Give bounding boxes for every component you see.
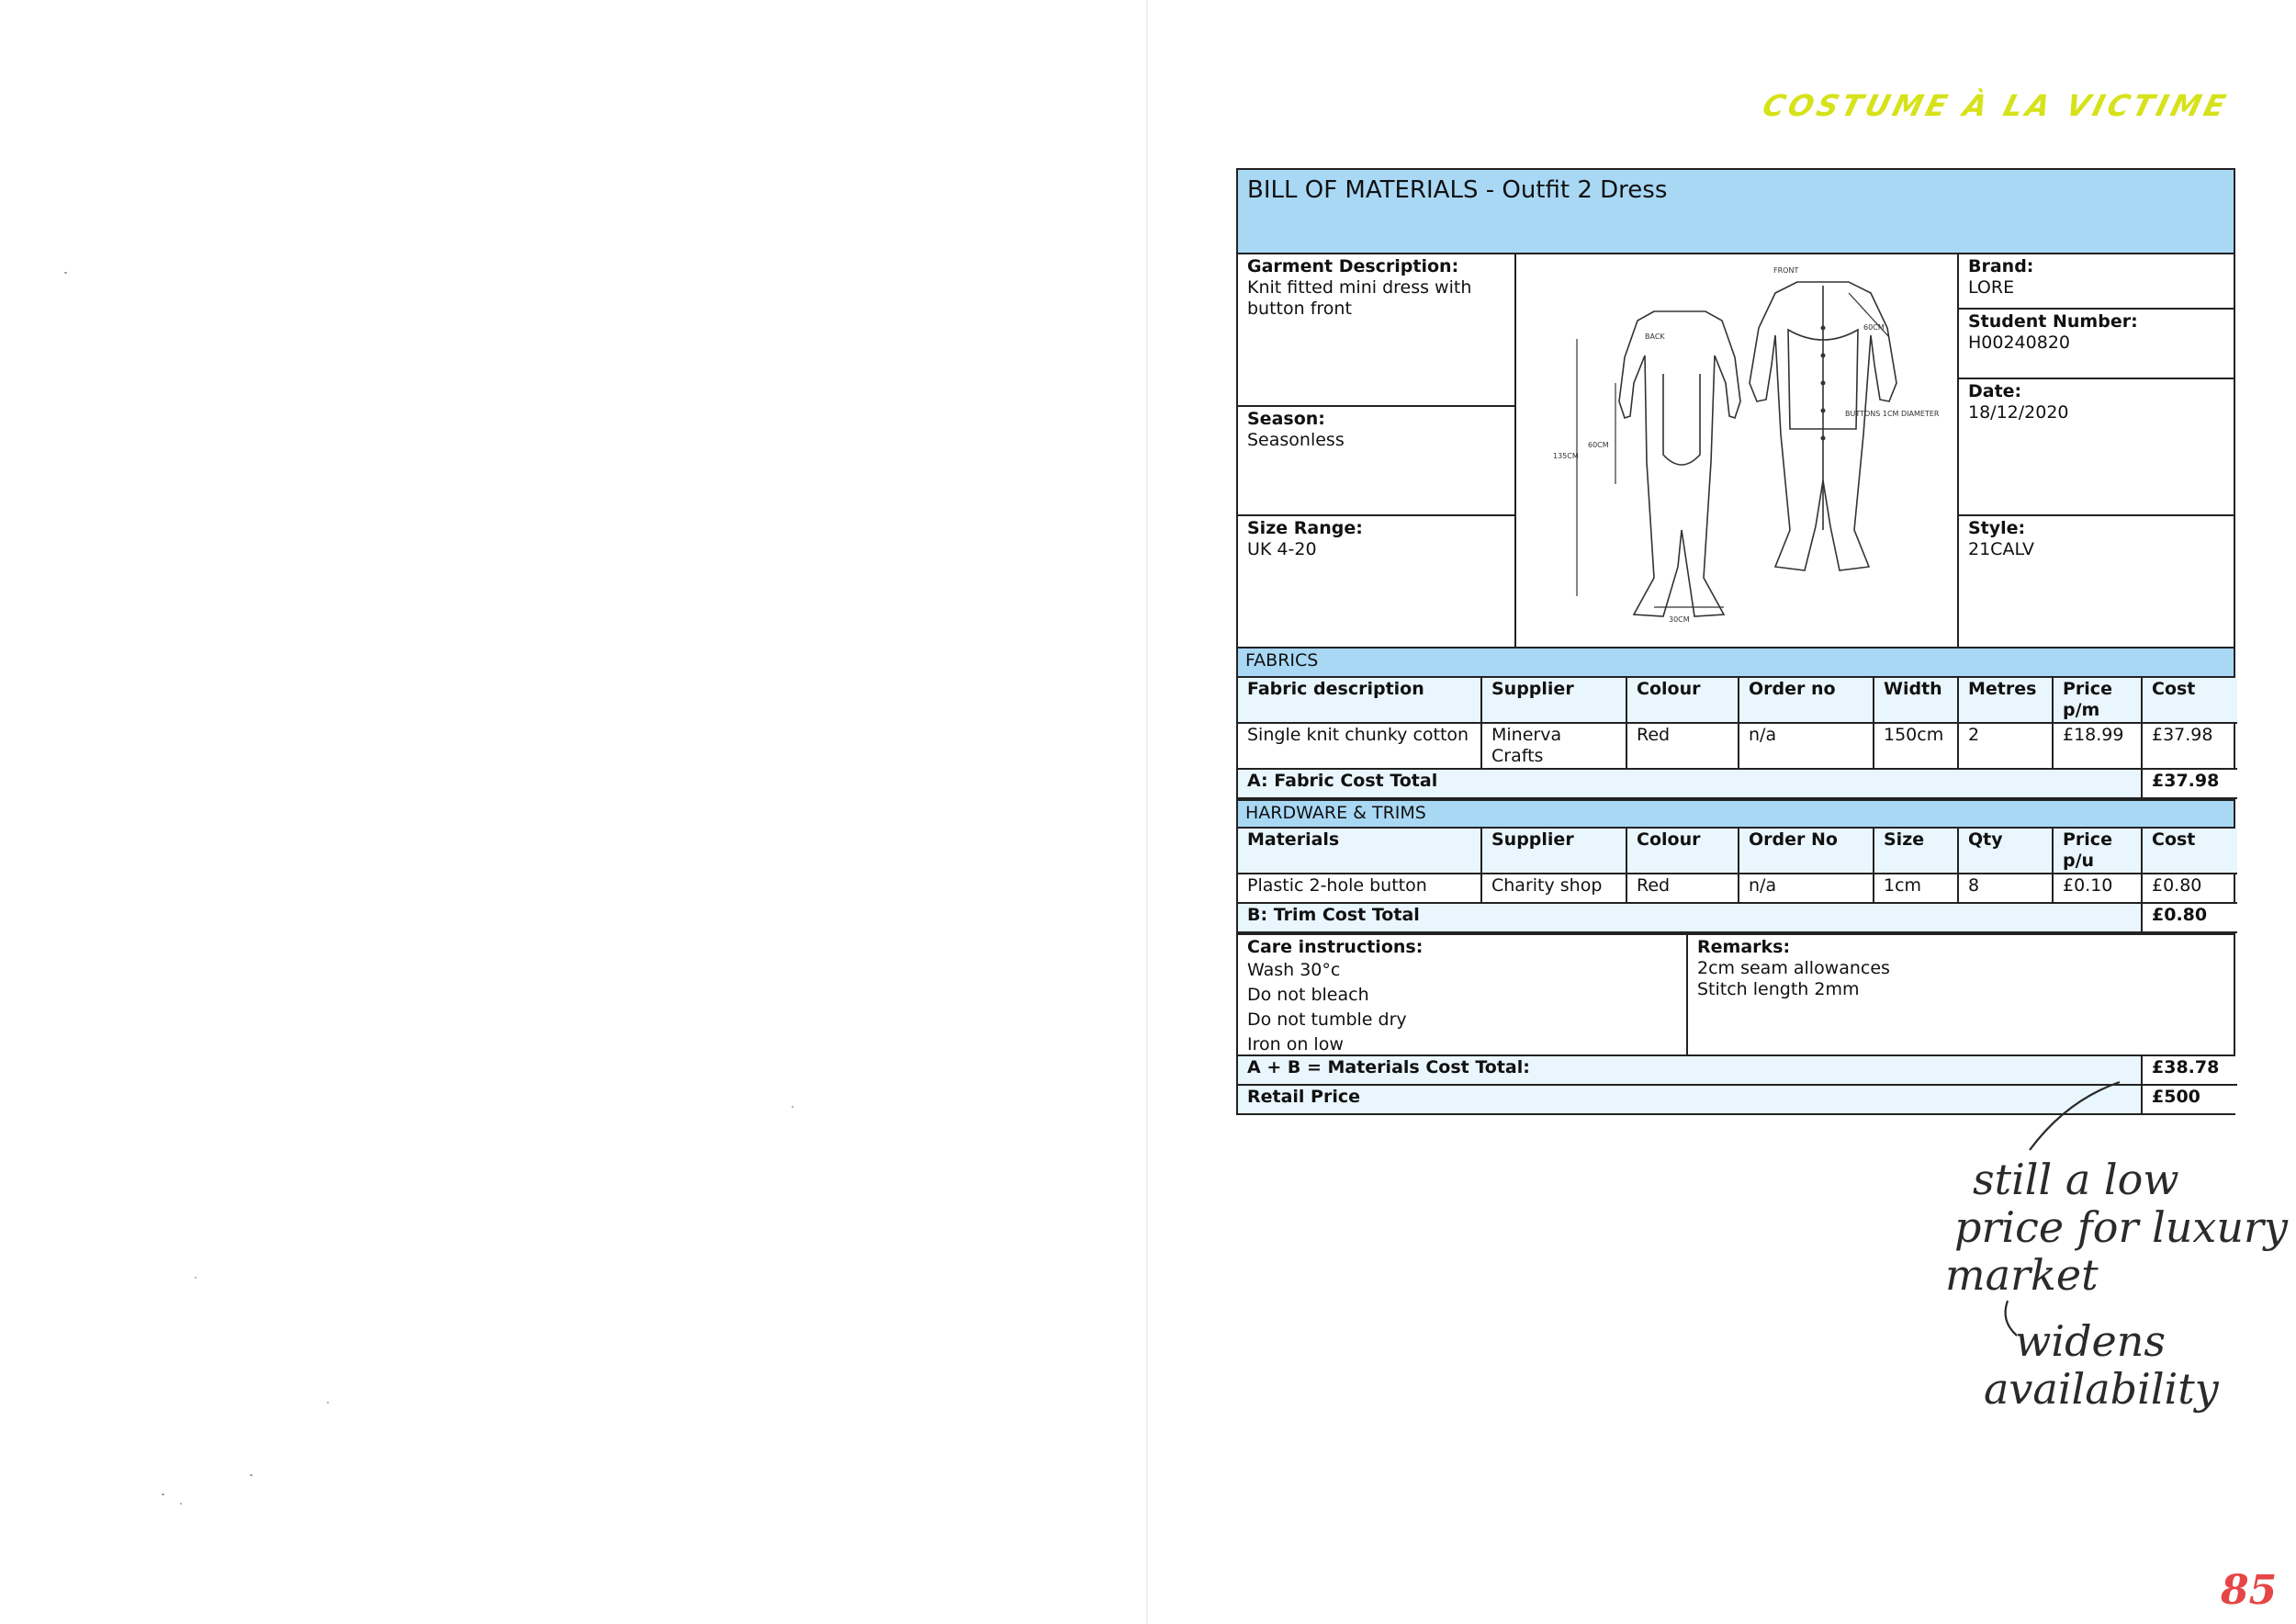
trims-heading (1238, 799, 2234, 829)
trim-total-value: £0.80 (2142, 903, 2237, 932)
garment-info-left (1238, 254, 1516, 647)
annotation-line: still a low (1973, 1155, 2179, 1204)
trim-supplier: Charity shop (1481, 874, 1626, 903)
fabrics-table (1238, 678, 2237, 799)
fabrics-col-description: Fabric description (1238, 678, 1481, 723)
fabrics-header-row (1238, 678, 2237, 723)
table-row (1238, 874, 2237, 903)
page-fold (1146, 0, 1148, 1624)
trims-col-supplier: Supplier (1481, 829, 1626, 874)
style-label: Style: (1968, 518, 2026, 538)
brand-label: Brand: (1968, 256, 2034, 276)
sketch-label-buttons: BUTTONS 1CM DIAMETER (1845, 410, 1940, 418)
fabric-metres: 2 (1958, 723, 2053, 769)
brand-value: LORE (1968, 277, 2015, 298)
trim-total-row (1238, 903, 2237, 932)
season-label: Season: (1247, 409, 1325, 429)
fabrics-col-cost: Cost (2142, 678, 2237, 723)
retail-price-value: £500 (2142, 1085, 2237, 1113)
page-number: 85 (2221, 1567, 2278, 1614)
dress-flat-drawing (1516, 254, 1961, 647)
trim-price: £0.10 (2053, 874, 2142, 903)
button-mark (1821, 326, 1826, 331)
scan-speck (250, 1474, 253, 1476)
size-range-label: Size Range: (1247, 518, 1363, 538)
trims-col-order-no: Order No (1739, 829, 1874, 874)
garment-info-section (1238, 254, 2234, 648)
trims-col-materials: Materials (1238, 829, 1481, 874)
left-blank-page (0, 0, 1146, 1624)
brand-cell (1959, 254, 2234, 310)
remarks-label: Remarks: (1697, 937, 1791, 957)
fabrics-col-price: Price p/m (2053, 678, 2142, 723)
remarks (1688, 935, 2234, 1054)
garment-description-value: Knit fitted mini dress with button front (1247, 277, 1472, 319)
fabric-supplier: Minerva Crafts (1481, 723, 1626, 769)
size-range-cell (1238, 516, 1514, 647)
annotation-line: availability (1984, 1364, 2219, 1414)
fabric-total-value: £37.98 (2142, 769, 2237, 798)
sketch-label-back: BACK (1645, 333, 1665, 341)
trims-col-cost: Cost (2142, 829, 2237, 874)
trims-col-size: Size (1874, 829, 1958, 874)
size-range-value: UK 4-20 (1247, 539, 1317, 559)
bill-of-materials (1236, 168, 2235, 1115)
garment-info-right (1959, 254, 2234, 647)
date-cell (1959, 379, 2234, 516)
date-value: 18/12/2020 (1968, 402, 2069, 423)
sketch-label-hem-width: 30CM (1669, 615, 1690, 624)
season-cell (1238, 407, 1514, 516)
trim-colour: Red (1626, 874, 1739, 903)
scan-speck (180, 1503, 182, 1505)
button-mark (1821, 381, 1826, 386)
care-line: Do not tumble dry (1247, 1009, 1407, 1030)
style-value: 21CALV (1968, 539, 2034, 559)
button-mark (1821, 354, 1826, 358)
table-row (1238, 723, 2237, 769)
button-mark (1821, 409, 1826, 413)
technical-sketch (1516, 254, 1959, 647)
trims-table (1238, 829, 2237, 933)
trim-material: Plastic 2-hole button (1238, 874, 1481, 903)
bom-title: BILL OF MATERIALS - Outfit 2 Dress (1247, 176, 1668, 204)
care-label: Care instructions: (1247, 937, 1424, 957)
student-number-label: Student Number: (1968, 311, 2138, 332)
date-label: Date: (1968, 381, 2022, 401)
student-number-value: H00240820 (1968, 333, 2070, 353)
fabrics-col-width: Width (1874, 678, 1958, 723)
trim-total-label: B: Trim Cost Total (1238, 903, 2142, 932)
garment-description-cell (1238, 254, 1514, 407)
fabrics-col-supplier: Supplier (1481, 678, 1626, 723)
garment-description-label: Garment Description: (1247, 256, 1459, 276)
trim-order-no: n/a (1739, 874, 1874, 903)
scan-speck (162, 1494, 164, 1495)
care-instructions (1238, 935, 1688, 1054)
annotation-line: market (1945, 1250, 2099, 1300)
fabrics-col-order-no: Order no (1739, 678, 1874, 723)
trim-size: 1cm (1874, 874, 1958, 903)
materials-total-label: A + B = Materials Cost Total: (1238, 1056, 2142, 1085)
fabrics-heading-label: FABRICS (1245, 650, 1319, 671)
annotation-arrow-to-price (2030, 1082, 2120, 1150)
fabric-price: £18.99 (2053, 723, 2142, 769)
sketch-label-sleeve: 60CM (1863, 323, 1885, 332)
fabrics-heading (1238, 648, 2234, 678)
annotation-line: widens (2015, 1316, 2166, 1366)
scan-speck (64, 272, 67, 274)
materials-total-value: £38.78 (2142, 1056, 2237, 1085)
remarks-line: 2cm seam allowances (1697, 958, 1890, 978)
care-line: Do not bleach (1247, 985, 1369, 1005)
remarks-line: Stitch length 2mm (1697, 979, 1860, 999)
fabrics-col-metres: Metres (1958, 678, 2053, 723)
style-cell (1959, 516, 2234, 647)
fabric-colour: Red (1626, 723, 1739, 769)
scan-speck (327, 1402, 329, 1404)
care-remarks-section (1238, 933, 2234, 1056)
trims-header-row (1238, 829, 2237, 874)
season-value: Seasonless (1247, 430, 1345, 450)
fabric-description: Single knit chunky cotton (1238, 723, 1481, 769)
sketch-label-total-length: 135CM (1553, 452, 1579, 460)
bom-title-bar (1238, 170, 2234, 254)
scan-speck (195, 1277, 197, 1279)
student-number-cell (1959, 310, 2234, 379)
sketch-label-front: FRONT (1773, 266, 1799, 275)
sketch-label-body-length: 60CM (1588, 441, 1609, 449)
trims-col-qty: Qty (1958, 829, 2053, 874)
retail-price-label: Retail Price (1238, 1085, 2142, 1113)
button-mark (1821, 436, 1826, 441)
trims-col-colour: Colour (1626, 829, 1739, 874)
back-view-outline (1619, 311, 1740, 616)
fabric-total-label: A: Fabric Cost Total (1238, 769, 2142, 798)
brand-logo: COSTUME À LA VICTIME (1759, 88, 2233, 123)
back-panel (1663, 374, 1700, 465)
trims-col-price: Price p/u (2053, 829, 2142, 874)
scan-speck (792, 1106, 793, 1108)
care-line: Wash 30°c (1247, 960, 1341, 980)
fabric-total-row (1238, 769, 2237, 798)
fabrics-col-colour: Colour (1626, 678, 1739, 723)
trim-qty: 8 (1958, 874, 2053, 903)
annotation-line: price for luxury (1954, 1202, 2288, 1252)
fabric-order-no: n/a (1739, 723, 1874, 769)
care-line: Iron on low (1247, 1034, 1344, 1054)
fabric-width: 150cm (1874, 723, 1958, 769)
trims-heading-label: HARDWARE & TRIMS (1245, 803, 1426, 823)
fabric-cost: £37.98 (2142, 723, 2237, 769)
trim-cost: £0.80 (2142, 874, 2237, 903)
